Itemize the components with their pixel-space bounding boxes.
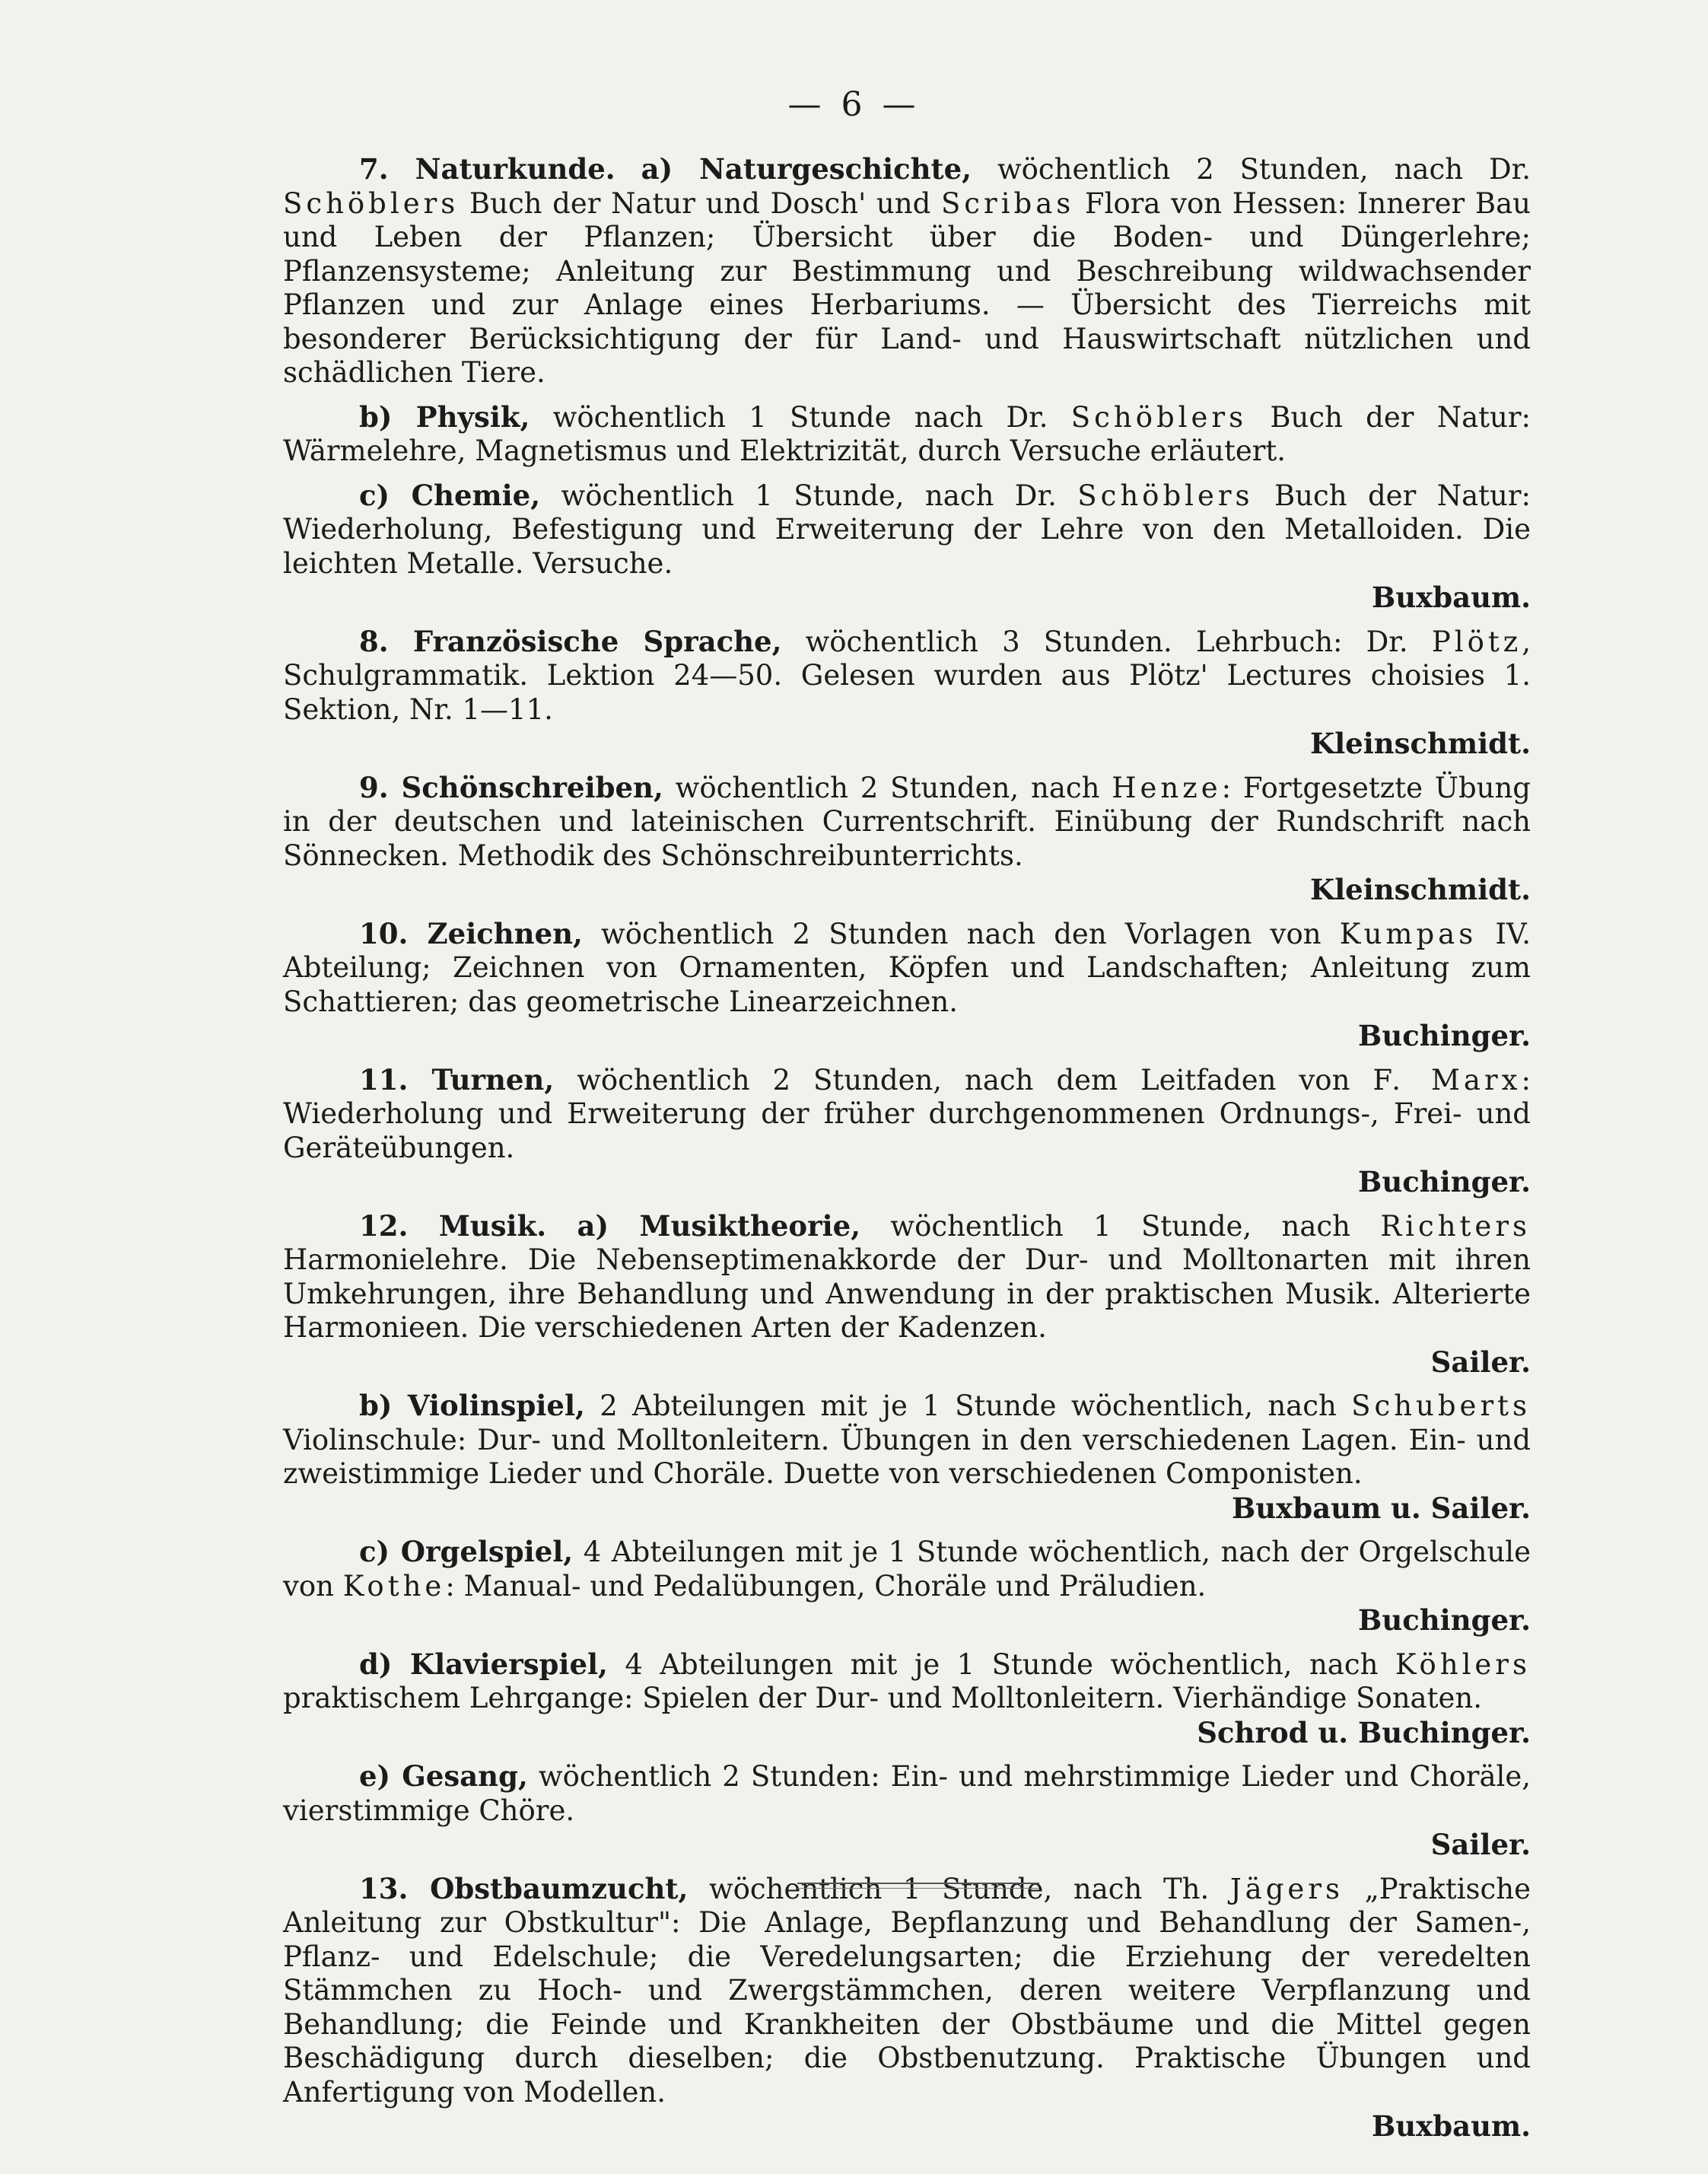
paragraph-text: 4 Abteilungen mit je 1 Stunde wöchentlich, nach <box>607 1647 1395 1681</box>
section-heading: 13. Obstbaumzucht, <box>359 1871 689 1905</box>
author-name: Plötz <box>1431 625 1522 658</box>
subsection-label: a) Naturgeschichte, <box>641 152 972 186</box>
document-body <box>283 152 1531 2153</box>
section-naturkunde-a <box>283 152 1531 390</box>
section-turnen <box>283 1063 1531 1199</box>
paragraph-text: 4 Abteilungen mit je 1 Stunde wöchentlich, nach der Orgelschule von <box>283 1536 1531 1603</box>
section-violinspiel <box>283 1389 1531 1525</box>
paragraph-text: wöchentlich 1 Stunde, nach Th. <box>688 1872 1230 1905</box>
teacher-signature: Schrod u. Buchinger. <box>1197 1715 1531 1749</box>
subsection-label: e) Gesang, <box>359 1759 528 1793</box>
teacher-signature: Buxbaum u. Sailer. <box>1232 1491 1531 1525</box>
author-name: Henze <box>1112 771 1222 804</box>
paragraph-text: wöchentlich 2 Stunden, nach <box>663 771 1112 804</box>
paragraph-text: 2 Abteilungen mit je 1 Stunde wöchentlich, nach <box>584 1389 1352 1422</box>
paragraph-text: wöchentlich 2 Stunden: Ein- und mehrstimmige Lieder und Choräle, vierstimmige Chöre. <box>283 1760 1531 1827</box>
section-heading: 8. Französische Sprache, <box>359 624 782 658</box>
subsection-label: c) Chemie, <box>359 478 541 512</box>
paragraph-text: wöchentlich 1 Stunde nach Dr. <box>530 400 1071 434</box>
subsection-label: d) Klavierspiel, <box>359 1647 608 1681</box>
teacher-signature: Kleinschmidt. <box>1309 873 1531 906</box>
paragraph-text: : Manual- und Pedalübungen, Choräle und Präludien. <box>445 1569 1207 1603</box>
teacher-signature: Sailer. <box>1430 1345 1531 1379</box>
paragraph-text: „Praktische Anleitung zur Obstkultur": Die Anlage, Bepflanzung und Behandlung der Samen-, Pflanz- und Edelschule; die Veredelungsarten; die Erziehung der veredelten Stämmchen zu Hoch- und Zwergstämmchen, deren weitere Verpflanzung und Behandlung; die Feinde und Krankheiten der Obstbäume und die Mittel gegen Beschädigung durch dieselben; die Obstbenutzung. Praktische Übungen und Anfertigung von Modellen. <box>283 1872 1531 2109</box>
paragraph-text: Buch der Natur und Dosch' und <box>459 186 941 220</box>
author-name: Jägers <box>1229 1872 1344 1905</box>
author-name: Richters <box>1380 1209 1531 1243</box>
page-number: — 6 — <box>787 85 921 124</box>
section-heading: 10. Zeichnen, <box>359 916 583 950</box>
paragraph-text: praktischem Lehrgange: Spielen der Dur- und Molltonleitern. Vierhändige Sonaten. <box>283 1682 1482 1714</box>
paragraph-text: Violinschule: Dur- und Molltonleitern. Übungen in den verschiedenen Lagen. Ein- und zweistimmige Lieder und Choräle. Duette von verschiedenen Componisten. <box>283 1423 1531 1490</box>
author-name: Schöblers <box>283 186 460 220</box>
paragraph-text: , Schulgrammatik. Lektion 24—50. Gelesen wurden aus Plötz' Lectures choisies 1. Sektion, Nr. 1—11. <box>283 625 1531 726</box>
author-name: Schöblers <box>1077 479 1254 512</box>
section-zeichnen <box>283 917 1531 1053</box>
paragraph-text: wöchentlich 1 Stunde, nach Dr. <box>540 479 1078 512</box>
author-name: Scribas <box>940 186 1075 220</box>
teacher-signature: Buxbaum. <box>1371 581 1531 614</box>
section-heading: 9. Schönschreiben, <box>359 770 663 804</box>
section-gesang <box>283 1759 1531 1862</box>
section-heading: 11. Turnen, <box>359 1062 555 1097</box>
closing-rule <box>797 1883 1039 1884</box>
paragraph-text: IV. Abteilung; Zeichnen von Ornamenten, Köpfen und Landschaften; Anleitung zum Schattieren; das geometrische Linearzeichnen. <box>283 917 1531 1018</box>
author-name: Schuberts <box>1351 1389 1531 1422</box>
author-name: Köhlers <box>1395 1647 1531 1681</box>
section-chemie <box>283 479 1531 615</box>
teacher-signature: Buxbaum. <box>1371 2109 1531 2143</box>
teacher-signature: Kleinschmidt. <box>1309 727 1531 760</box>
paragraph-text: Buch der Natur: Wiederholung, Befestigung und Erweiterung der Lehre von den Metalloiden. Die leichten Metalle. Versuche. <box>283 479 1531 580</box>
paragraph-text: Harmonielehre. Die Nebenseptimenakkorde der Dur- und Molltonarten mit ihren Umkehrungen, ihre Behandlung und Anwendung in der praktischen Musik. Alterierte Harmonieen. Die verschiedenen Arten der Kadenzen. <box>283 1243 1531 1344</box>
paragraph-text: wöchentlich 2 Stunden nach den Vorlagen von <box>582 917 1340 950</box>
section-orgelspiel <box>283 1535 1531 1638</box>
section-musiktheorie <box>283 1209 1531 1380</box>
paragraph-text: wöchentlich 2 Stunden, nach dem Leitfaden von <box>554 1063 1373 1097</box>
teacher-signature: Buchinger. <box>1358 1603 1531 1637</box>
section-klavierspiel <box>283 1647 1531 1750</box>
section-schoenschreiben <box>283 771 1531 907</box>
teacher-signature: Buchinger. <box>1358 1019 1531 1052</box>
subsection-label: b) Physik, <box>359 399 530 434</box>
paragraph-text: wöchentlich 3 Stunden. Lehrbuch: Dr. <box>781 625 1432 658</box>
paragraph-text: : Wiederholung und Erweiterung der früher durchgenommenen Ordnungs-, Frei- und Geräteübungen. <box>283 1063 1531 1164</box>
subsection-label: b) Violinspiel, <box>359 1389 585 1422</box>
teacher-signature: Sailer. <box>1430 1828 1531 1861</box>
paragraph-text: : Fortgesetzte Übung in der deutschen und lateinischen Currentschrift. Einübung der Rundschrift nach Sönnecken. Methodik des Schönschreibunterrichts. <box>283 771 1531 872</box>
author-name: Schöblers <box>1070 400 1248 434</box>
paragraph-text: wöchentlich 1 Stunde, nach <box>860 1209 1381 1243</box>
subsection-label: c) Orgelspiel, <box>359 1535 574 1568</box>
section-obstbaumzucht <box>283 1872 1531 2144</box>
author-name: Kumpas <box>1339 917 1477 950</box>
section-heading: 12. Musik. a) Musiktheorie, <box>359 1208 861 1243</box>
section-physik <box>283 400 1531 469</box>
author-name: F. Marx <box>1372 1063 1522 1097</box>
paragraph-text: Buch der Natur: Wärmelehre, Magnetismus und Elektrizität, durch Versuche erläutert. <box>283 400 1531 467</box>
closing-rule-thin <box>797 1888 1039 1889</box>
section-heading: 7. Naturkunde. <box>359 152 615 186</box>
author-name: Kothe <box>342 1569 446 1603</box>
teacher-signature: Buchinger. <box>1358 1165 1531 1198</box>
paragraph-text: wöchentlich 2 Stunden, nach Dr. <box>972 153 1531 186</box>
paragraph-text: Flora von Hessen: Innerer Bau und Leben der Pflanzen; Übersicht über die Boden- und Düngerlehre; Pflanzensysteme; Anleitung zur Bestimmung und Beschreibung wildwachsender Pflanzen und zur Anlage eines Herbariums. — Übersicht des Tierreichs mit besonderer Berücksichtigung der für Land- und Hauswirtschaft nützlichen und schädlichen Tiere. <box>283 186 1531 389</box>
section-franzoesisch <box>283 625 1531 761</box>
